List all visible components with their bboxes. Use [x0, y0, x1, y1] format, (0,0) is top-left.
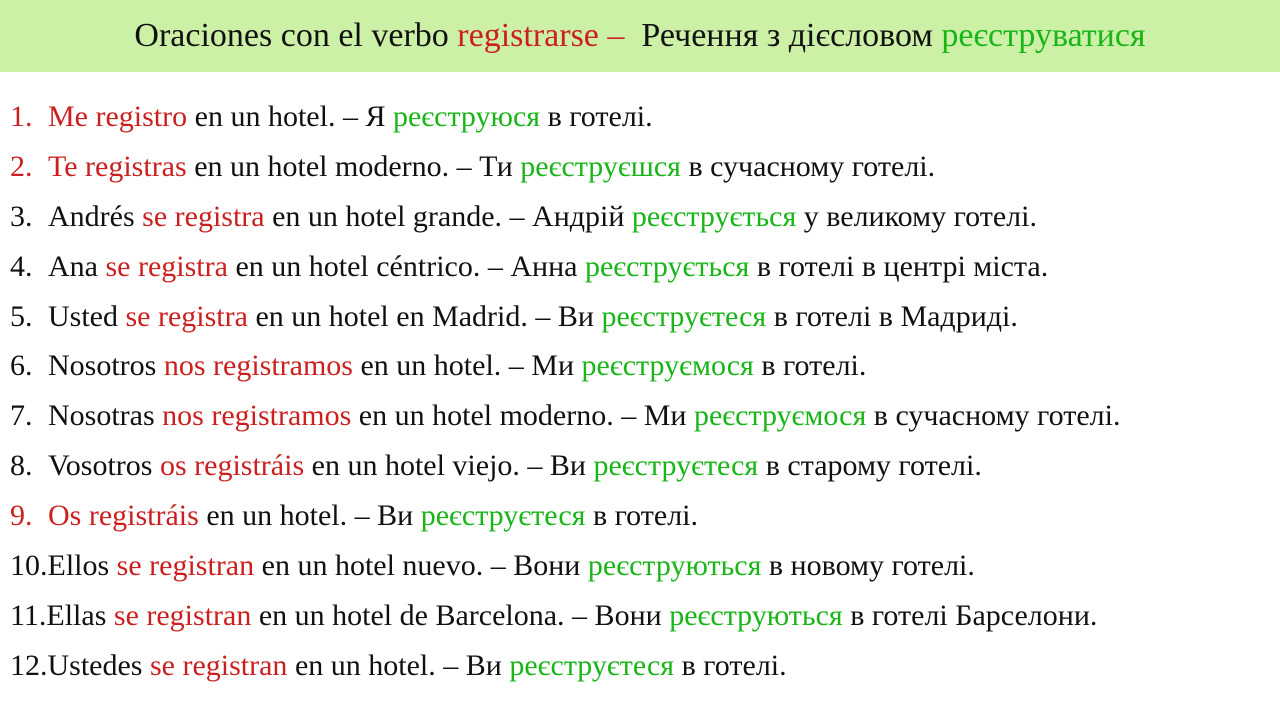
sentence-subject: Ellos [47, 549, 117, 583]
ukrainian-verb: реєструюся [392, 100, 541, 133]
sentence-row [10, 92, 1278, 142]
ukrainian-verb: реєструєтеся [593, 449, 759, 483]
title-verb-uk: реєструватися [941, 17, 1146, 54]
sentence-end: в готелі в центрі міста. [749, 249, 1049, 283]
sentence-row [10, 641, 1278, 691]
sentence-number: 1. [10, 100, 33, 133]
sentence-row [10, 441, 1278, 491]
sentence-middle: en un hotel. – Ви [198, 499, 421, 533]
sentence-end: в готелі. [585, 499, 699, 533]
sentence-end: в готелі в Мадриді. [766, 299, 1018, 333]
title-banner [0, 0, 1280, 72]
ukrainian-verb: реєструєтеся [601, 299, 767, 333]
spanish-verb: Os registráis [48, 499, 199, 533]
sentence-number: 11. [10, 598, 47, 632]
sentence-row [10, 341, 1278, 391]
sentence-list [10, 92, 1278, 691]
sentence-middle: en un hotel moderno. – Ти [186, 149, 521, 183]
ukrainian-verb: реєструємося [581, 349, 754, 383]
sentence-end: в готелі Барселони. [842, 598, 1098, 632]
sentence-middle: en un hotel grande. – Андрій [264, 199, 632, 233]
sentence-row [10, 142, 1278, 192]
sentence-end: в сучасному готелі. [680, 149, 936, 183]
spanish-verb: se registra [105, 249, 228, 283]
sentence-subject: Andrés [48, 199, 143, 233]
ukrainian-verb: реєструєшся [520, 149, 681, 183]
sentence-row [10, 591, 1278, 641]
sentence-middle: en un hotel en Madrid. – Ви [247, 299, 602, 333]
spanish-verb: nos registramos [162, 399, 352, 433]
sentence-number: 2. [10, 149, 33, 183]
sentence-end: в готелі. [674, 648, 787, 682]
spanish-verb: se registran [149, 648, 288, 682]
sentence-middle: en un hotel nuevo. – Вони [254, 549, 588, 583]
sentence-number: 12. [10, 648, 48, 682]
spanish-verb: Me registro [48, 100, 188, 133]
spanish-verb: Te registras [48, 149, 187, 183]
sentence-number: 3. [10, 199, 33, 233]
sentence-end: в сучасному готелі. [866, 399, 1121, 433]
spanish-verb: se registra [142, 199, 265, 233]
sentence-row [10, 292, 1278, 342]
ukrainian-verb: реєструється [631, 199, 797, 233]
spanish-verb: se registra [125, 299, 248, 333]
sentence-middle: en un hotel moderno. – Ми [351, 399, 694, 433]
ukrainian-verb: реєструємося [693, 399, 867, 433]
sentence-row [10, 242, 1278, 292]
sentence-subject: Ustedes [47, 648, 150, 682]
ukrainian-verb: реєструються [669, 598, 843, 632]
sentence-row [10, 192, 1278, 242]
ukrainian-verb: реєструються [587, 549, 762, 583]
sentence-row [10, 541, 1278, 591]
ukrainian-verb: реєструється [584, 249, 750, 283]
sentence-number: 6. [10, 349, 33, 383]
sentence-number: 9. [10, 499, 33, 533]
sentence-middle: en un hotel. – Я [187, 100, 393, 133]
spanish-verb: se registran [113, 598, 252, 632]
sentence-end: в готелі. [753, 349, 867, 383]
sentence-middle: en un hotel. – Ви [287, 648, 510, 682]
spanish-verb: nos registramos [163, 349, 353, 383]
sentence-end: в старому готелі. [758, 449, 982, 483]
sentence-row [10, 491, 1278, 541]
sentence-number: 7. [10, 399, 33, 433]
sentence-end: в готелі. [540, 100, 653, 133]
sentence-end: у великому готелі. [796, 199, 1037, 233]
sentence-middle: en un hotel. – Ми [352, 349, 582, 383]
sentence-subject: Usted [48, 299, 126, 333]
sentence-middle: en un hotel céntrico. – Анна [227, 249, 585, 283]
sentence-subject: Nosotros [48, 349, 164, 383]
title-text-uk: Речення з дієсловом [624, 17, 942, 54]
sentence-subject: Ana [48, 249, 106, 283]
sentence-middle: en un hotel de Barcelona. – Вони [251, 598, 670, 632]
sentence-row [10, 391, 1278, 441]
sentence-number: 10. [10, 549, 48, 583]
sentence-number: 4. [10, 249, 33, 283]
sentence-subject: Ellas [46, 598, 114, 632]
sentence-number: 5. [10, 299, 33, 333]
spanish-verb: se registran [116, 549, 255, 583]
sentence-subject: Nosotras [48, 399, 163, 433]
spanish-verb: os registráis [159, 449, 305, 483]
ukrainian-verb: реєструєтеся [420, 499, 586, 533]
sentence-end: в новому готелі. [761, 549, 975, 583]
sentence-middle: en un hotel viejo. – Ви [304, 449, 594, 483]
title-text-es: Oraciones con el verbo [134, 17, 458, 54]
sentence-number: 8. [10, 449, 33, 483]
sentence-subject: Vosotros [48, 449, 160, 483]
title-verb-es: registrarse – [457, 17, 625, 54]
ukrainian-verb: реєструєтеся [509, 648, 675, 682]
